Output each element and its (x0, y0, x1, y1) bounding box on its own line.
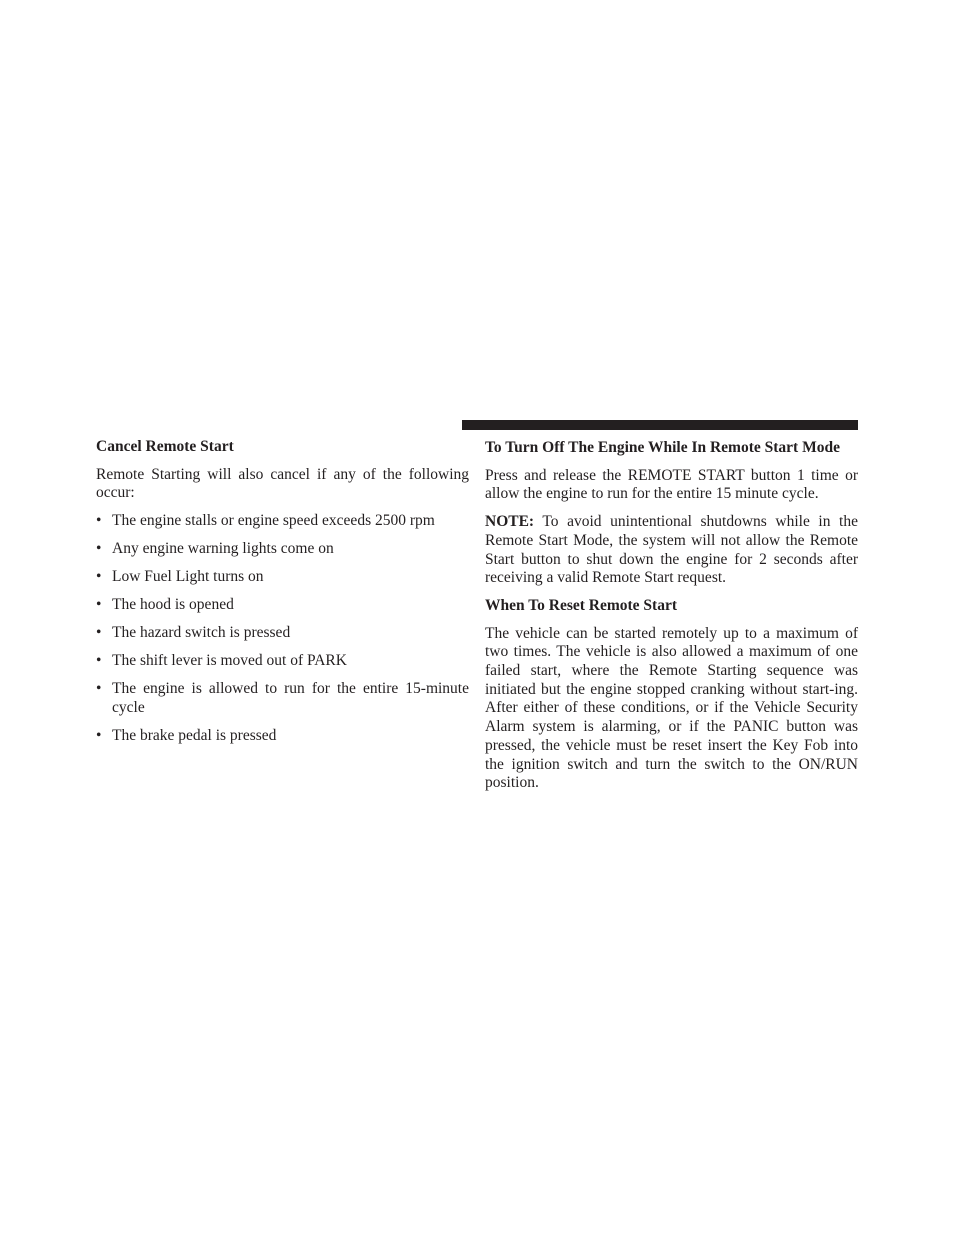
cancel-intro-paragraph: Remote Starting will also cancel if any of the following occur: (96, 465, 469, 502)
right-column (485, 438, 858, 802)
bullet-icon: • (96, 512, 102, 530)
list-item-text: Any engine warning lights come on (112, 540, 334, 558)
bullet-icon: • (96, 680, 102, 698)
list-item-text: The engine is allowed to run for the entire 15-minute cycle (112, 680, 469, 716)
bullet-icon: • (96, 652, 102, 670)
bullet-icon: • (96, 726, 102, 744)
note-label: NOTE: (485, 513, 535, 531)
left-column (96, 438, 469, 755)
list-item-text: The brake pedal is pressed (112, 726, 277, 744)
list-item (96, 568, 469, 587)
bullet-icon: • (96, 540, 102, 558)
list-item (96, 540, 469, 559)
cancel-conditions-list (96, 512, 469, 745)
list-item-text: The shift lever is moved out of PARK (112, 652, 347, 670)
bullet-icon: • (96, 568, 102, 586)
list-item-text: The hood is opened (112, 596, 234, 614)
bullet-icon: • (96, 596, 102, 614)
list-item (96, 512, 469, 531)
cancel-remote-start-heading: Cancel Remote Start (96, 438, 234, 455)
turn-off-paragraph: Press and release the REMOTE START button 1 time or allow the engine to run for the entire 15 minute cycle. (485, 466, 858, 503)
turn-off-engine-heading: To Turn Off The Engine While In Remote Start Mode (485, 439, 840, 456)
list-item (96, 596, 469, 615)
note-text: To avoid unintentional shutdowns while in the Remote Start Mode, the system will not allow the Remote Start button to shut down the engine for 2 seconds after receiving a valid Remote Start request. (485, 513, 858, 587)
list-item (96, 727, 469, 746)
list-item-text: Low Fuel Light turns on (112, 568, 264, 586)
section-rule (462, 420, 858, 430)
reset-remote-start-heading: When To Reset Remote Start (485, 596, 678, 614)
note-paragraph (485, 513, 858, 588)
bullet-icon: • (96, 624, 102, 642)
list-item (96, 680, 469, 717)
list-item (96, 652, 469, 671)
reset-paragraph: The vehicle can be started remotely up to a maximum of two times. The vehicle is also allowed a maximum of one failed start, where the Remote Starting sequence was initiated but the engine stopped cranking without start-ing. After either of these conditions, or if the Vehicle Security Alarm system is alarming, or if the PANIC button was pressed, the vehicle must be reset insert the Key Fob into the ignition switch and turn the switch to the ON/RUN position. (485, 624, 858, 792)
list-item-text: The hazard switch is pressed (112, 624, 291, 642)
list-item-text: The engine stalls or engine speed exceeds 2500 rpm (112, 512, 435, 530)
list-item (96, 624, 469, 643)
